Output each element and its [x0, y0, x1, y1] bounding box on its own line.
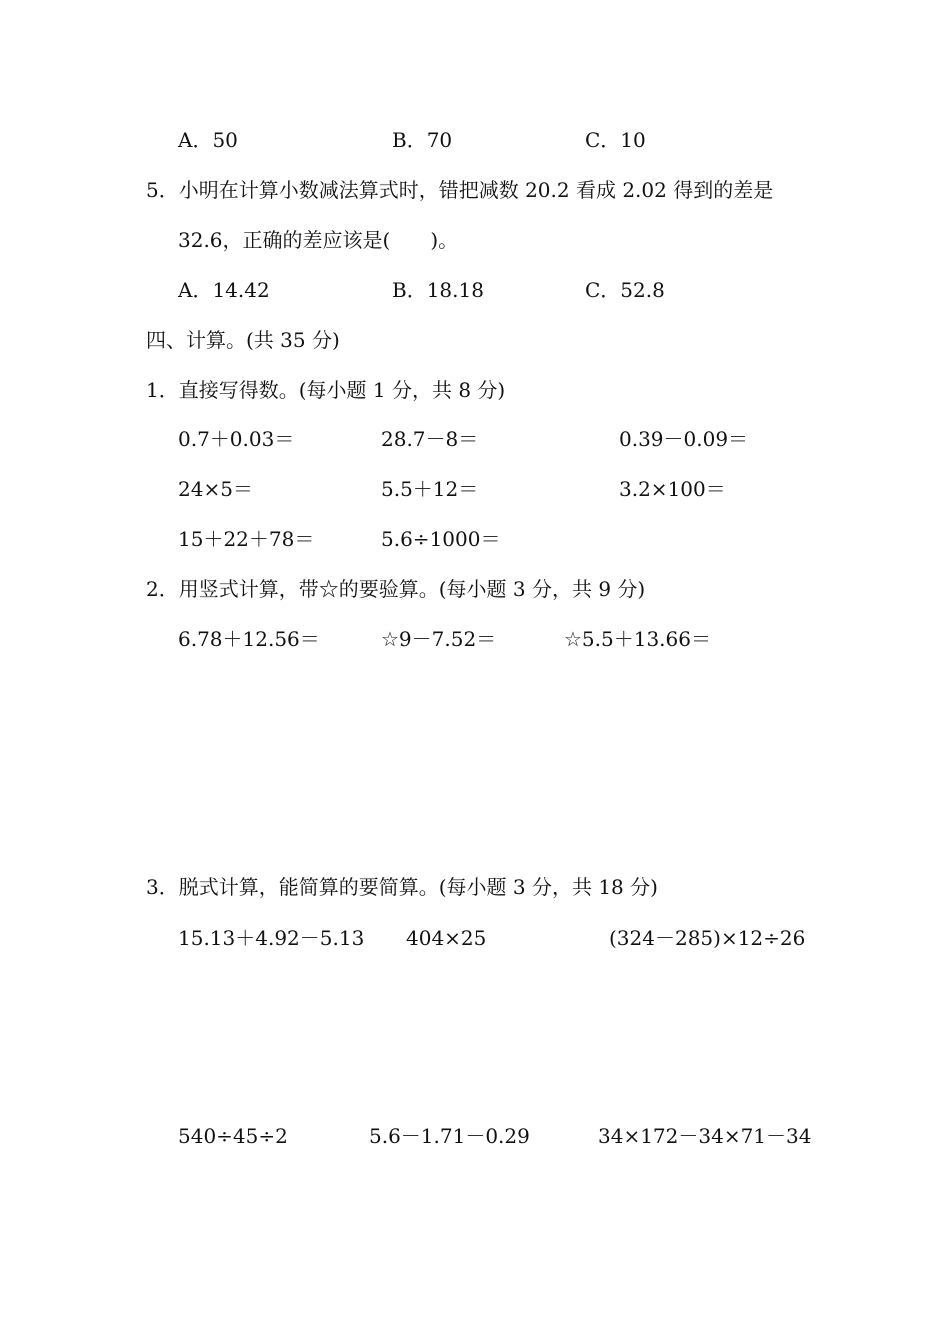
problem2-title: 2．用竖式计算，带☆的要验算。(每小题 3 分，共 9 分) [146, 577, 646, 601]
problem2-item: 6.78＋12.56＝ [178, 627, 320, 651]
q5-text-line1: 5．小明在计算小数减法算式时，错把减数 20.2 看成 2.02 得到的差是 [146, 178, 774, 202]
problem3-item: 34×172－34×71－34 [598, 1124, 812, 1148]
q5-option-b: B．18.18 [392, 278, 484, 302]
problem1-item: 15＋22＋78＝ [178, 527, 315, 551]
q4-option-c: C．10 [585, 128, 646, 152]
q4-option-a: A．50 [178, 128, 238, 152]
problem2-item: ☆5.5＋13.66＝ [564, 627, 711, 651]
q5-option-a: A．14.42 [178, 278, 270, 302]
problem3-item: 540÷45÷2 [178, 1124, 288, 1148]
problem3-item: 15.13＋4.92－5.13 [178, 926, 365, 950]
problem1-title: 1．直接写得数。(每小题 1 分，共 8 分) [146, 378, 506, 402]
problem1-item: 24×5＝ [178, 477, 253, 501]
section-heading: 四、计算。(共 35 分) [146, 328, 340, 352]
q5-text-line2: 32.6，正确的差应该是( )。 [178, 228, 459, 252]
problem2-item: ☆9－7.52＝ [381, 627, 497, 651]
problem3-item: 404×25 [406, 926, 487, 950]
problem3-item: (324－285)×12÷26 [609, 926, 806, 950]
problem3-item: 5.6－1.71－0.29 [369, 1124, 530, 1148]
problem1-item: 5.6÷1000＝ [381, 527, 501, 551]
q4-option-b: B．70 [392, 128, 453, 152]
problem3-title: 3．脱式计算，能简算的要简算。(每小题 3 分，共 18 分) [146, 875, 658, 899]
q5-option-c: C．52.8 [585, 278, 665, 302]
problem1-item: 28.7－8＝ [381, 427, 479, 451]
problem1-item: 0.39－0.09＝ [619, 427, 749, 451]
problem1-item: 5.5＋12＝ [381, 477, 479, 501]
problem1-item: 3.2×100＝ [619, 477, 726, 501]
problem1-item: 0.7＋0.03＝ [178, 427, 295, 451]
